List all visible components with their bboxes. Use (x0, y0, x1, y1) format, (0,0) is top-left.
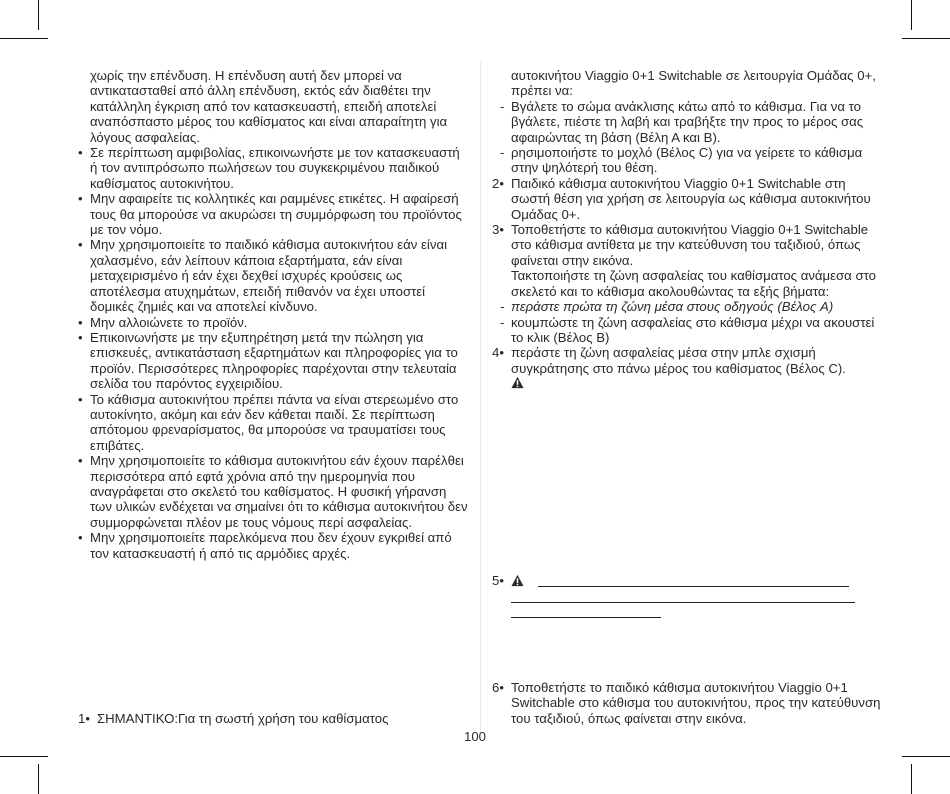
intro-paragraph: χωρίς την επένδυση. Η επένδυση αυτή δεν μπορεί να αντικατασταθεί από άλλη επένδυση, εκτός εάν διαθέτει την κατάλληλη έγκριση από τον κατασκευαστή, επειδή αποτελεί αναπόσπαστο μέρος του καθίσματος και είναι απαραίτητη για λόγους ασφαλείας. (90, 68, 448, 145)
continuation-paragraph: αυτοκινήτου Viaggio 0+1 Switchable σε λειτουργία Ομάδας 0+, πρέπει να: (511, 68, 876, 99)
bullet: • (78, 314, 83, 330)
list-item (78, 315, 470, 330)
crop-mark (911, 0, 912, 30)
step-number: 5• (492, 573, 504, 588)
step-number: 2• (492, 175, 504, 191)
bullet-text: Μην χρησιμοποιείτε το παιδικό κάθισμα αυτοκινήτου εάν είναι χαλασμένο, εάν λείπουν κάποια εξαρτήματα, εάν είναι μεταχειρισμένο ή εάν έχει δεχθεί ισχυρές κρούσεις ως αποτέλεσμα ατυχημάτων, επειδή πιθανόν να έχει υποστεί δομικές ζημιές και να αποτελεί κίνδυνο. (90, 237, 448, 315)
bullet: • (78, 453, 83, 469)
step-text: Τοποθετήστε το κάθισμα αυτοκινήτου Viaggio 0+1 Switchable στο κάθισμα αντίθετα με την κατεύθυνση του ταξιδιού, όπως φαίνεται στην εικόνα. (511, 222, 869, 268)
crop-mark (0, 38, 48, 39)
right-column (492, 68, 884, 392)
bullet-text: Σε περίπτωση αμφιβολίας, επικοινωνήστε με τον κατασκευαστή ή τον αντιπρόσωπο πωλήσεων του συγκεκριμένου παιδικού καθίσματος αυτοκινήτου. (90, 145, 460, 191)
bullet-text: Μην αφαιρείτε τις κολλητικές και ραμμένες ετικέτες. Η αφαίρεσή τους θα μπορούσε να ακυρώσει τη συμμόρφωση του προϊόντος με τον νόμο. (90, 191, 462, 238)
crop-mark (911, 764, 912, 794)
step-2 (492, 176, 884, 222)
bullet-list (78, 145, 470, 561)
crop-mark (902, 756, 950, 757)
bullet: • (78, 191, 83, 207)
blank-line (538, 586, 849, 587)
crop-mark (38, 0, 39, 30)
bullet: • (78, 391, 83, 407)
step-text: Τοποθετήστε το παιδικό κάθισμα αυτοκινήτου Viaggio 0+1 Switchable στο κάθισμα του αυτοκινήτου, προς την κατεύθυνση του ταξιδιού, όπως φαίνεται στην εικόνα. (511, 680, 881, 726)
warning-triangle-icon (511, 376, 524, 389)
step-text: ΣΗΜΑΝΤΙΚΟ:Για τη σωστή χρήση του καθίσματος (97, 711, 389, 726)
dash-item (492, 315, 884, 346)
blank-line (511, 602, 855, 603)
bullet-text: Το κάθισμα αυτοκινήτου πρέπει πάντα να είναι στερεωμένο στο αυτοκίνητο, ακόμη και εάν δεν κάθεται παιδί. Σε περίπτωση απότομου φρεναρίσματος, θα μπορούσε να τραυματίσει τους επιβάτες. (90, 391, 459, 453)
step-text: περάστε τη ζώνη ασφαλείας μέσα στην μπλε σχισμή συγκράτησης στο πάνω μέρος του καθίσματος (Βέλος C). (511, 345, 846, 376)
dash-item (492, 299, 884, 314)
left-column (78, 68, 470, 561)
bullet: • (78, 145, 83, 161)
step-number: 3• (492, 222, 504, 238)
step-1 (78, 711, 489, 726)
page-number: 100 (463, 729, 486, 744)
step-6 (492, 680, 903, 726)
bullet: • (78, 237, 83, 253)
list-item (78, 237, 470, 314)
step-3-instructions: Τακτοποιήστε τη ζώνη ασφαλείας του καθίσματος ανάμεσα στο σκελετό και το κάθισμα ακολουθώντας τα εξής βήματα: (511, 268, 876, 299)
list-item (78, 530, 470, 561)
step-5 (492, 573, 884, 593)
dash-item (492, 99, 884, 145)
bullet-text: Μην αλλοιώνετε το προϊόν. (90, 314, 248, 330)
list-item (78, 191, 470, 237)
dash: - (500, 299, 505, 315)
bullet-text: Μην χρησιμοποιείτε το κάθισμα αυτοκινήτου εάν έχουν παρέλθει περισσότερα από εφτά χρόνια από την ημερομηνία που αναγράφεται στο σκελετό του καθίσματος. Η φυσική γήρανση των υλικών ενδέχεται να σημαίνει ότι το κάθισμα αυτοκινήτου δεν συμμορφώνεται πλέον με τους νόμους περί ασφαλείας. (90, 453, 468, 530)
bullet: • (78, 530, 83, 546)
dash-text: Βγάλετε το σώμα ανάκλισης κάτω από το κάθισμα. Για να το βγάλετε, πιέστε τη λαβή και τραβήξτε την προς το μέρος σας αφαιρώντας τη βάση (Βέλη Α και Β). (511, 98, 864, 145)
column-divider (480, 62, 481, 732)
bullet-text: Επικοινωνήστε με την εξυπηρέτηση μετά την πώληση για επισκευές, αντικατάσταση εξαρτημάτων και πληροφορίες για το προϊόν. Περισσότερες πληροφορίες παρέχονται στην τελευταία σελίδα του παρόντος εγχειριδίου. (90, 329, 458, 392)
step-number: 4• (492, 345, 504, 361)
list-item (78, 453, 470, 530)
crop-mark (0, 756, 48, 757)
step-number: 1• (78, 711, 90, 726)
list-item (78, 330, 470, 392)
dash: - (500, 98, 505, 114)
dash-item (492, 145, 884, 176)
crop-mark (902, 38, 950, 39)
step-number: 6• (492, 680, 504, 695)
step-3 (492, 222, 884, 268)
dash: - (500, 314, 505, 330)
step-text: Παιδικό κάθισμα αυτοκινήτου Viaggio 0+1 Switchable στη σωστή θέση για χρήση σε λειτουργία ως κάθισμα αυτοκινήτου Ομάδας 0+. (511, 175, 871, 222)
bullet-text: Μην χρησιμοποιείτε παρελκόμενα που δεν έχουν εγκριθεί από τον κατασκευαστή ή από τις αρμόδιες αρχές. (90, 530, 452, 561)
list-item (78, 392, 470, 454)
step-4 (492, 345, 884, 376)
dash-text: κουμπώστε τη ζώνη ασφαλείας στο κάθισμα μέχρι να ακουστεί το κλικ (Βέλος B) (511, 314, 875, 345)
warning-triangle-icon (511, 574, 524, 587)
blank-line (511, 617, 661, 618)
bullet: • (78, 329, 83, 345)
dash: - (500, 145, 505, 161)
dash-text: περάστε πρώτα τη ζώνη μέσα στους οδηγούς (Βέλος A) (511, 299, 834, 315)
crop-mark (38, 764, 39, 794)
dash-text: ρησιμοποιήστε το μοχλό (Βέλος C) για να γείρετε το κάθισμα στην ψηλότερή του θέση. (511, 145, 863, 176)
list-item (78, 145, 470, 191)
step-4-warning (492, 376, 884, 392)
